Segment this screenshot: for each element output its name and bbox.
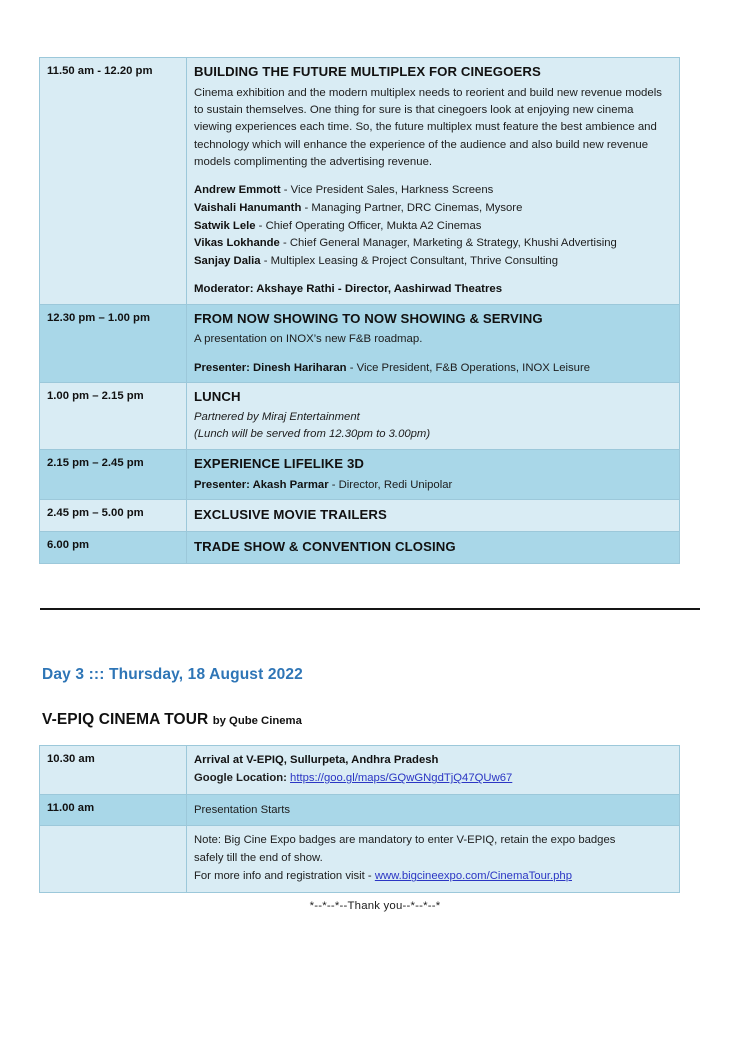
lunch-partner: Partnered by Miraj Entertainment [194,411,360,424]
speaker-entry [194,200,672,218]
table-row [40,746,680,795]
tour-heading [42,711,302,729]
session-presenter [194,360,672,376]
table-row [40,531,680,563]
tour-subtitle: by Qube Cinema [212,715,302,727]
session-time: 6.00 pm [40,531,187,563]
session-body [187,500,680,532]
tour-time: 11.00 am [40,794,187,825]
session-time: 11.50 am - 12.20 pm [40,58,187,305]
session-time: 12.30 pm – 1.00 pm [40,304,187,382]
google-maps-link[interactable]: https://goo.gl/maps/GQwGNgdTjQ47QUw67 [290,772,513,785]
note-line-2: safely till the end of show. [194,852,323,865]
session-title: BUILDING THE FUTURE MULTIPLEX FOR CINEGOERS [194,64,541,79]
session-body [187,531,680,563]
table-row [40,500,680,532]
session-title: LUNCH [194,388,241,404]
session-description: A presentation on INOX’s new F&B roadmap. [194,333,423,346]
day2-schedule-table [39,57,680,564]
lunch-timing: (Lunch will be served from 12.30pm to 3.00pm) [194,428,431,441]
speaker-name: Andrew Emmott [194,184,281,197]
registration-link[interactable]: www.bigcineexpo.com/CinemaTour.php [374,870,572,883]
speaker-name: Satwik Lele [194,219,256,232]
session-body [187,58,680,305]
spacer [194,171,672,182]
table-row [40,58,680,305]
presenter-name: Presenter: Akash Parmar [194,479,329,492]
session-title: EXPERIENCE LIFELIKE 3D [194,456,365,472]
session-description: Cinema exhibition and the modern multiplex needs to reorient and build new revenue models to sustain themselves. One thing for sure is that cinegoers look at enjoying new cinema viewing experiences each time. So, the future multiplex must feature the best ambience and technology which will enhance the experience of the audience and also build new revenue models complimenting the advertising revenue. [194,86,662,169]
arrival-line: Arrival at V-EPIQ, Sullurpeta, Andhra Pradesh [194,754,439,766]
speaker-name: Vaishali Hanumanth [194,201,302,214]
session-time: 2.45 pm – 5.00 pm [40,500,187,532]
day3-tour-table [39,745,680,893]
speaker-name: Vikas Lokhande [194,237,280,250]
table-row [40,825,680,892]
table-row [40,794,680,825]
presenter-role: - Director, Redi Unipolar [328,479,453,492]
spacer [194,349,672,360]
session-presenter [194,477,672,493]
table-row [40,382,680,450]
session-title: TRADE SHOW & CONVENTION CLOSING [194,538,456,554]
google-location-label: Google Location: [194,772,287,785]
session-body [187,450,680,500]
session-body [187,382,680,450]
tour-body [187,794,680,825]
speaker-role: - Managing Partner, DRC Cinemas, Mysore [301,201,523,214]
presentation-line: Presentation Starts [194,803,291,816]
speaker-name: Sanjay Dalia [194,254,261,267]
session-time: 2.15 pm – 2.45 pm [40,450,187,500]
table-row [40,450,680,500]
session-title: EXCLUSIVE MOVIE TRAILERS [194,507,387,523]
section-divider [40,608,700,610]
speaker-entry [194,235,672,253]
day3-heading: Day 3 ::: Thursday, 18 August 2022 [42,666,303,683]
speaker-entry [194,253,672,271]
presenter-role: - Vice President, F&B Operations, INOX Leisure [346,361,590,374]
spacer [194,270,672,281]
session-time: 1.00 pm – 2.15 pm [40,382,187,450]
speaker-role: - Chief Operating Officer, Mukta A2 Cinemas [255,219,482,232]
tour-body [187,746,680,795]
note-line-3 [194,867,672,885]
session-moderator: Moderator: Akshaye Rathi - Director, Aashirwad Theatres [194,283,503,296]
speaker-entry [194,182,672,200]
table-row [40,304,680,382]
tour-time: 10.30 am [40,746,187,795]
thank-you-footer: *--*--*--Thank you--*--*--* [309,900,441,912]
note-line-1: Note: Big Cine Expo badges are mandatory to enter V-EPIQ, retain the expo badges [194,833,616,846]
presenter-name: Presenter: Dinesh Hariharan [194,361,347,374]
session-title: FROM NOW SHOWING TO NOW SHOWING & SERVING [194,310,543,326]
google-location-line [194,769,672,787]
tour-body [187,825,680,892]
session-body [187,304,680,382]
tour-title: V-EPIQ CINEMA TOUR [42,711,209,728]
registration-prefix: For more info and registration visit - [194,870,375,883]
speaker-role: - Multiplex Leasing & Project Consultant, Thrive Consulting [260,254,558,267]
speaker-entry [194,218,672,236]
speaker-role: - Chief General Manager, Marketing & Strategy, Khushi Advertising [279,237,617,250]
tour-time [40,825,187,892]
speaker-role: - Vice President Sales, Harkness Screens [280,184,494,197]
